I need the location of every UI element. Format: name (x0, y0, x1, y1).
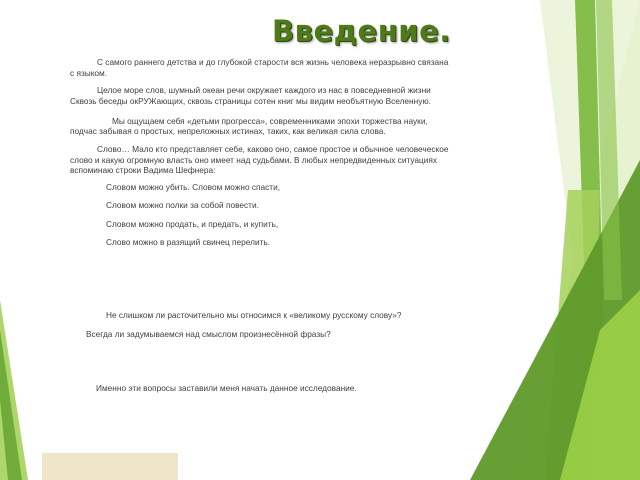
question-line: Не слишком ли расточительно мы относимся к «великому русскому слову»? (106, 310, 402, 320)
paragraph-line: слово и какую огромную власть оно имеет над судьбами. В любых непредвиденных ситуациях (70, 155, 438, 165)
slide-title: Введение. (272, 14, 451, 48)
paragraph-line: Целое море слов, шумный океан речи окружает каждого из нас в повседневной жизни (97, 85, 431, 95)
paragraph-line: подчас забывая о простых, непреложных истинах, таких, как великая сила слова. (70, 126, 386, 136)
paragraph-line: Слово… Мало кто представляет себе, каково оно, самое простое и обычное человеческое (97, 144, 449, 154)
decorative-block (42, 453, 178, 480)
paragraph-line: С самого раннего детства и до глубокой старости вся жизнь человека неразрывно связана (97, 57, 449, 67)
conclusion-line: Именно эти вопросы заставили меня начать данное исследование. (96, 383, 357, 393)
poem-line: Словом можно продать, и предать, и купить, (106, 219, 279, 229)
paragraph-line: Сквозь беседы окРУЖающих, сквозь страницы сотен книг мы видим необъятную Вселенную. (70, 96, 431, 106)
paragraph-line: Мы ощущаем себя «детьми прогресса», современниками эпохи торжества науки, (112, 116, 428, 126)
paragraph-line: с языком. (70, 68, 108, 78)
poem-line: Словом можно полки за собой повести. (106, 200, 259, 210)
poem-line: Словом можно убить. Словом можно спасти, (106, 182, 281, 192)
poem-line: Слово можно в разящий свинец перелить. (106, 237, 271, 247)
paragraph-line: вспоминаю строки Вадима Шефнера: (70, 165, 216, 175)
question-line: Всегда ли задумываемся над смыслом произнесённой фразы? (86, 329, 331, 339)
